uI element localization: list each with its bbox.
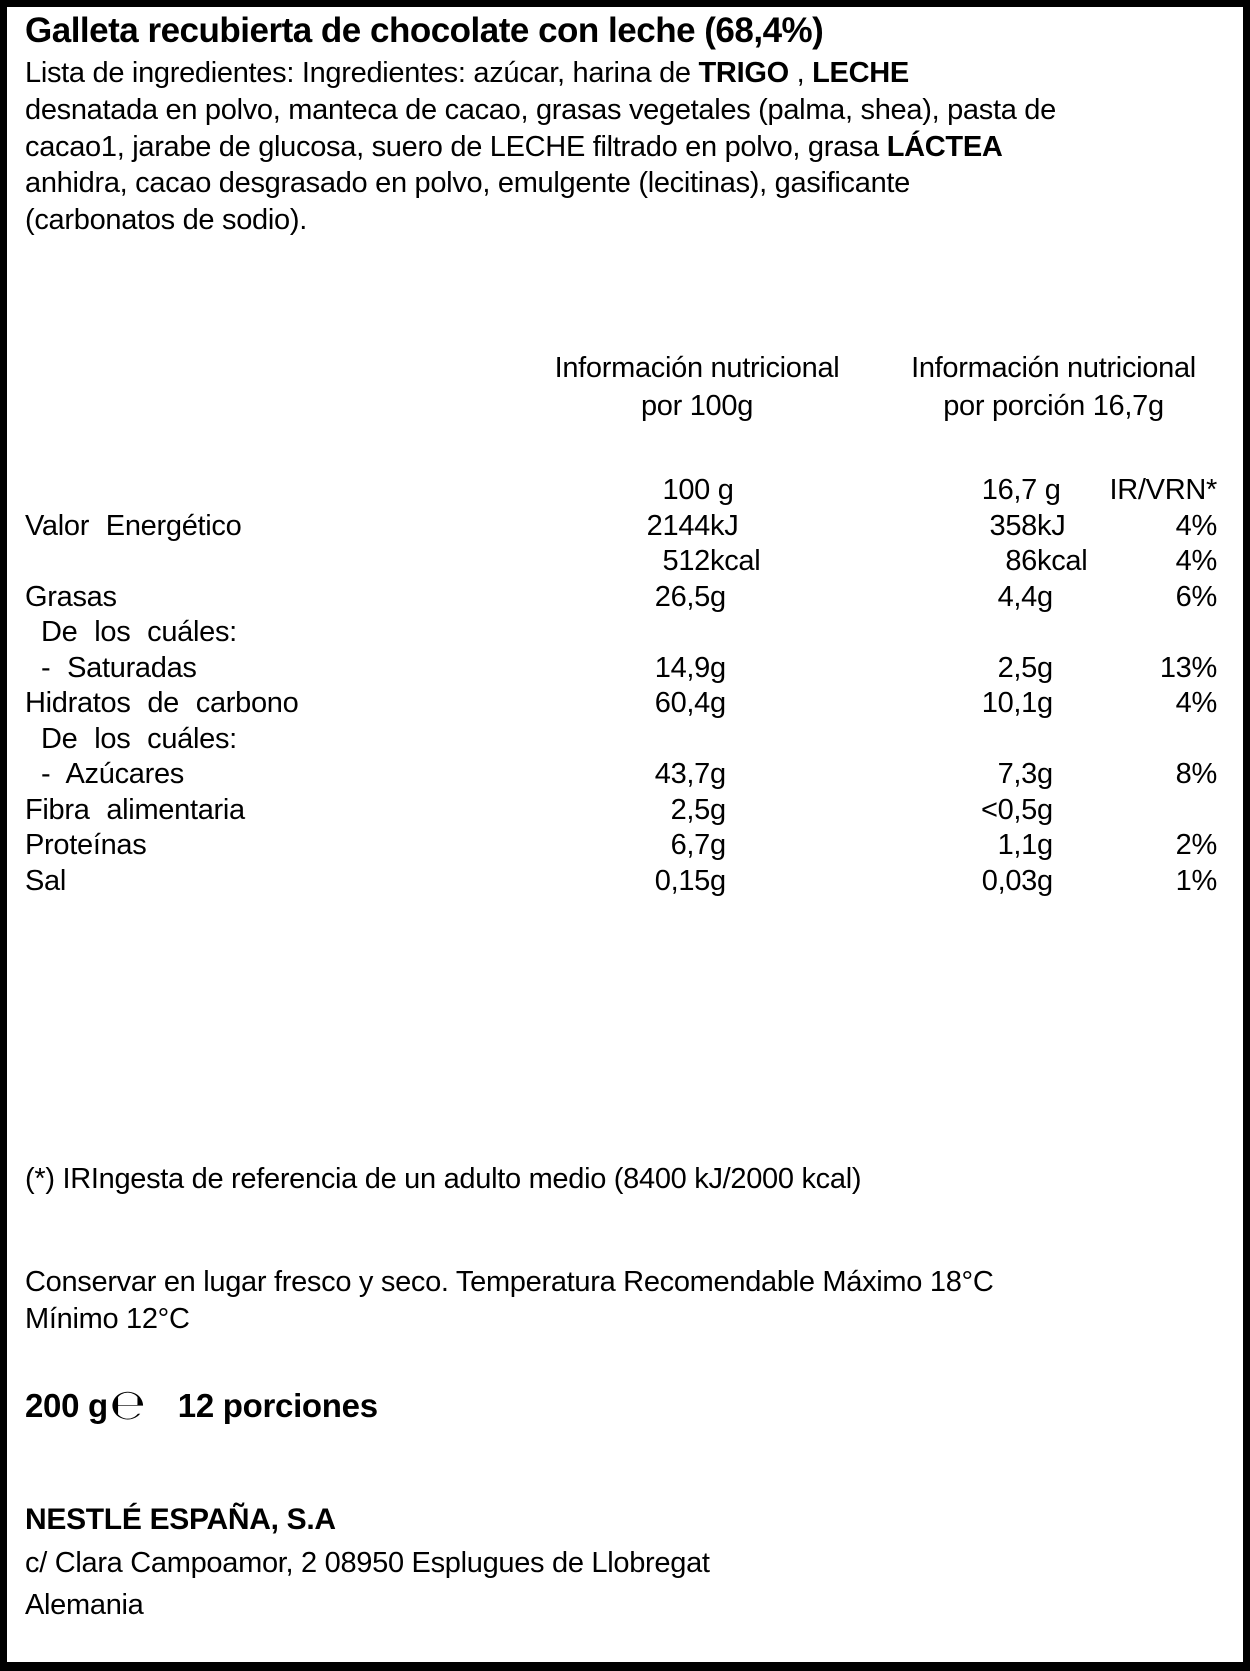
value-per-portion: 16,7: [981, 474, 1037, 506]
unit-per-portion: g: [1037, 687, 1053, 719]
value-per-100g: 26,5: [654, 580, 710, 613]
nutrition-row: [25, 686, 1217, 722]
ingredients-line: [25, 165, 1225, 202]
unit-per-100g: [710, 615, 785, 651]
estimated-sign-icon: ℮: [109, 1380, 146, 1429]
unit-per-100g: g: [710, 864, 726, 897]
ir-vrn-percent: 4%: [1175, 687, 1217, 719]
ir-vrn-percent: 4%: [1175, 509, 1217, 542]
value-per-portion: [785, 722, 1037, 758]
manufacturer-address: c/ Clara Campoamor, 2 08950 Esplugues de Llobregat: [25, 1546, 710, 1579]
unit-per-100g: kJ: [710, 509, 739, 542]
ir-vrn-percent: [1097, 615, 1217, 651]
manufacturer-country: Alemania: [25, 1589, 144, 1621]
nutrition-header-line: Información nutricional: [911, 352, 1196, 384]
net-weight-value: 200 g: [25, 1387, 108, 1424]
manufacturer-block: [25, 1499, 1225, 1627]
nutrition-header-line: por 100g: [640, 389, 754, 422]
nutrition-row: [25, 793, 1217, 829]
ingredients-line: [25, 202, 1225, 239]
value-per-portion: 1,1: [997, 829, 1037, 861]
nutrient-label: Grasas: [25, 580, 117, 613]
net-weight-line: [25, 1380, 378, 1429]
allergen-leche: LECHE: [812, 57, 909, 89]
unit-per-100g: g: [710, 580, 726, 613]
storage-line: Conservar en lugar fresco y seco. Temperatura Recomendable Máximo 18°C: [25, 1266, 994, 1298]
allergen-lactea: LÁCTEA: [886, 130, 1003, 163]
nutrient-label: Valor Energético: [25, 509, 242, 542]
unit-per-100g: g: [710, 651, 726, 684]
nutrient-label: Fibra alimentaria: [25, 793, 245, 826]
value-per-portion: 86: [1005, 545, 1037, 577]
value-per-100g: 43,7: [654, 758, 710, 790]
ingredients-line: [25, 129, 1225, 166]
unit-per-100g: kcal: [710, 545, 761, 577]
nutrition-row: [25, 615, 1217, 651]
value-per-100g: [445, 615, 710, 651]
reference-intake-footnote: (*) IRIngesta de referencia de un adulto medio (8400 kJ/2000 kcal): [25, 1163, 862, 1195]
nutrition-row: [25, 757, 1217, 793]
nutrient-label: [25, 473, 445, 509]
product-title: Galleta recubierta de chocolate con leche (68,4%): [25, 11, 824, 50]
storage-line: Mínimo 12°C: [25, 1302, 190, 1335]
nutrition-header-line: por porción 16,7g: [943, 389, 1164, 422]
nutrient-label: Proteínas: [25, 829, 147, 861]
nutrition-row: [25, 544, 1217, 580]
storage-instructions: [25, 1264, 1225, 1337]
unit-per-100g: g: [710, 687, 726, 719]
nutrient-label: De los cuáles:: [41, 722, 237, 755]
ingredients-text: anhidra, cacao desgrasado en polvo, emulgente (lecitinas), gasificante: [25, 167, 910, 200]
ir-vrn-percent: 1%: [1175, 864, 1217, 897]
value-per-100g: 2144: [646, 509, 710, 542]
value-per-100g: 100: [662, 474, 710, 506]
value-per-100g: 60,4: [654, 687, 710, 719]
value-per-portion: 7,3: [997, 758, 1037, 790]
nutrition-header-per-100g: [532, 350, 862, 425]
value-per-portion: 4,4: [997, 580, 1037, 613]
unit-per-portion: kJ: [1037, 509, 1066, 542]
unit-per-100g: g: [710, 793, 726, 826]
unit-per-100g: g: [710, 829, 726, 861]
ingredients-text: desnatada en polvo, manteca de cacao, grasas vegetales (palma, shea), pasta de: [25, 93, 1056, 126]
nutrition-row: [25, 722, 1217, 758]
ir-vrn-percent: 4%: [1175, 545, 1217, 577]
ingredients-text: ,: [788, 57, 813, 89]
unit-per-portion: [1037, 615, 1097, 651]
value-per-portion: 2,5: [997, 651, 1037, 684]
unit-per-portion: g: [1037, 864, 1053, 897]
nutrition-row: [25, 651, 1217, 687]
ir-vrn-percent: 13%: [1159, 651, 1217, 684]
nutrient-label: Sal: [25, 864, 67, 897]
nutrition-row: [25, 580, 1217, 616]
nutrient-label: Hidratos de carbono: [25, 687, 299, 719]
value-per-portion: [785, 615, 1037, 651]
ir-vrn-percent: 2%: [1175, 829, 1217, 861]
nutrition-header-per-portion: [891, 350, 1216, 425]
nutrition-header-line: Información nutricional: [554, 352, 840, 384]
unit-per-100g: [710, 722, 785, 758]
value-per-100g: [445, 722, 710, 758]
ingredients-paragraph: [25, 55, 1225, 239]
ir-vrn-percent: 6%: [1175, 580, 1217, 613]
unit-per-portion: [1037, 722, 1097, 758]
value-per-portion: 0,03: [981, 864, 1037, 897]
value-per-100g: 14,9: [654, 651, 710, 684]
ingredients-text: cacao1, jarabe de glucosa, suero de LECHE filtrado en polvo, grasa: [25, 130, 887, 163]
ingredients-line: [25, 92, 1225, 129]
nutrient-label: - Saturadas: [41, 651, 197, 684]
ingredients-line: [25, 55, 1225, 92]
nutrition-row: [25, 828, 1217, 864]
value-per-100g: 512: [662, 545, 710, 577]
nutrient-label: - Azúcares: [41, 758, 184, 790]
ir-vrn-percent: IR/VRN*: [1109, 474, 1217, 506]
ir-vrn-percent: [1097, 793, 1217, 829]
value-per-portion: <0,5: [980, 793, 1037, 826]
unit-per-portion: kcal: [1037, 545, 1088, 577]
unit-per-portion: g: [1037, 758, 1053, 790]
value-per-portion: 10,1: [981, 687, 1037, 719]
unit-per-portion: g: [1037, 651, 1053, 684]
manufacturer-name: NESTLÉ ESPAÑA, S.A: [25, 1503, 336, 1536]
nutrition-row: [25, 473, 1217, 509]
portions-count: 12 porciones: [177, 1387, 378, 1424]
value-per-portion: 358: [989, 509, 1037, 542]
value-per-100g: 2,5: [670, 793, 710, 826]
unit-per-portion: g: [1037, 829, 1053, 861]
ir-vrn-percent: [1097, 722, 1217, 758]
unit-per-portion: g: [1037, 474, 1061, 506]
value-per-100g: 0,15: [654, 864, 710, 897]
unit-per-portion: g: [1037, 793, 1053, 826]
nutrient-label: [25, 544, 445, 580]
nutrition-row: [25, 864, 1217, 900]
unit-per-portion: g: [1037, 580, 1053, 613]
nutrient-label: De los cuáles:: [41, 616, 237, 648]
unit-per-100g: g: [710, 474, 734, 506]
unit-per-100g: g: [710, 758, 726, 790]
nutrition-table: [25, 473, 1217, 899]
ingredients-text: (carbonatos de sodio).: [25, 204, 307, 237]
nutrition-row: [25, 509, 1217, 545]
ir-vrn-percent: 8%: [1175, 758, 1217, 790]
value-per-100g: 6,7: [670, 829, 710, 861]
allergen-trigo: TRIGO: [698, 57, 789, 89]
ingredients-text: Lista de ingredientes: Ingredientes: azúcar, harina de: [25, 57, 699, 89]
